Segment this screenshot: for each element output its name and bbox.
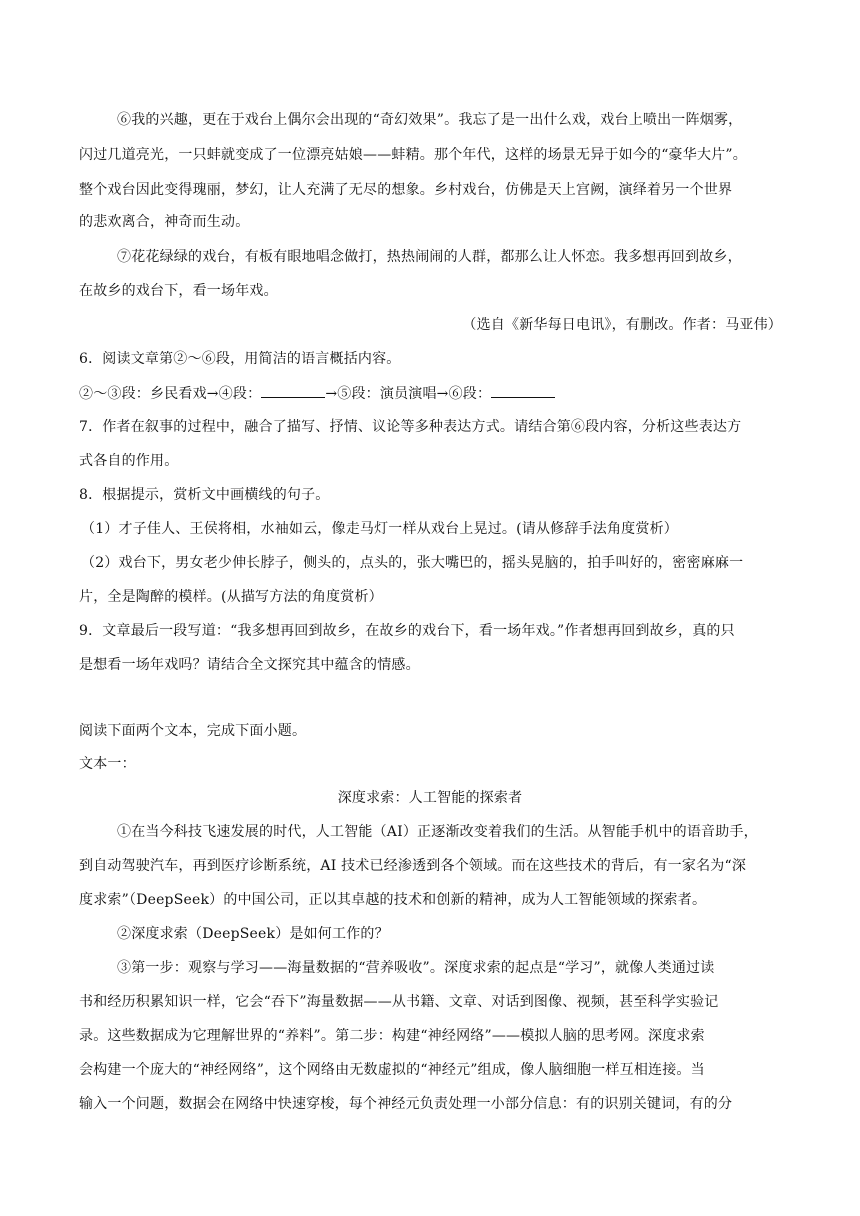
- article-paragraph-3-line: 录。这些数据成为它理解世界的“养料”。第二步：构建“神经网络”——模拟人脑的思考网。深度求索: [79, 1028, 705, 1044]
- article-paragraph-1-line: 度求索”（DeepSeek）的中国公司，正以其卓越的技术和创新的精神，成为人工智能领域的探索者。: [79, 892, 707, 908]
- article-paragraph-1-line: 到自动驾驶汽车，再到医疗诊断系统，AI 技术已经渗透到各个领域。而在这些技术的背后，有一家名为“深: [79, 858, 747, 874]
- question-6-answer-part1: ②～③段：乡民看戏→④段：: [79, 386, 262, 402]
- section-intro: 阅读下面两个文本，完成下面小题。: [79, 723, 307, 739]
- paragraph-6-line: 闪过几道亮光，一只蚌就变成了一位漂亮姑娘——蚌精。那个年代，这样的场景无异于如今的“豪华大片”。: [79, 147, 747, 163]
- question-6-answer-line: [79, 383, 787, 404]
- paragraph-7-line: ⑦花花绿绿的戏台，有板有眼地唱念做打，热热闹闹的人群，都那么让人怀恋。我多想再回到故乡，: [117, 249, 742, 265]
- source-citation: （选自《新华每日电讯》，有删改。作者：马亚伟）: [462, 317, 782, 333]
- question-9-line: 9．文章最后一段写道：“我多想再回到故乡，在故乡的戏台下，看一场年戏。”作者想再回到故乡，真的只: [79, 623, 735, 639]
- article-paragraph-1-line: ①在当今科技飞速发展的时代，人工智能（AI）正逐渐改变着我们的生活。从智能手机中的语音助手，: [117, 824, 758, 840]
- paragraph-6-line: 的悲欢离合，神奇而生动。: [79, 214, 250, 230]
- article-paragraph-3-line: 会构建一个庞大的“神经网络”，这个网络由无数虚拟的“神经元”组成，像人脑细胞一样互相连接。当: [79, 1062, 705, 1078]
- question-7-line: 式各自的作用。: [79, 453, 179, 469]
- question-8-part-1: （1）才子佳人、王侯将相，水袖如云，像走马灯一样从戏台上晃过。(请从修辞手法角度赏析）: [81, 521, 678, 537]
- article-paragraph-3-line: ③第一步：观察与学习——海量数据的“营养吸收”。深度求索的起点是“学习”，就像人类通过读: [117, 960, 715, 976]
- question-9-line: 是想看一场年戏吗？请结合全文探究其中蕴含的情感。: [79, 657, 420, 673]
- question-8-part-2-line: （2）戏台下，男女老少伸长脖子，侧头的，点头的，张大嘴巴的，摇头晃脑的，拍手叫好的，密密麻麻一: [81, 555, 744, 571]
- paragraph-7-line: 在故乡的戏台下，看一场年戏。: [79, 283, 278, 299]
- paragraph-6-line: ⑥我的兴趣，更在于戏台上偶尔会出现的“奇幻效果”。我忘了是一出什么戏，戏台上喷出一阵烟雾，: [117, 112, 743, 128]
- paragraph-6-line: 整个戏台因此变得瑰丽，梦幻，让人充满了无尽的想象。乡村戏台，仿佛是天上宫阙，演绎着另一个世界: [79, 182, 733, 198]
- article-paragraph-3-line: 输入一个问题，数据会在网络中快速穿梭，每个神经元负责处理一小部分信息：有的识别关键词，有的分: [79, 1096, 733, 1112]
- article-paragraph-2: ②深度求索（DeepSeek）是如何工作的？: [117, 926, 389, 942]
- question-6: 6．阅读文章第②～⑥段，用简洁的语言概括内容。: [79, 351, 401, 367]
- answer-blank-1[interactable]: [261, 383, 325, 398]
- question-8: 8．根据提示，赏析文中画横线的句子。: [79, 487, 330, 503]
- question-7-line: 7．作者在叙事的过程中，融合了描写、抒情、议论等多种表达方式。请结合第⑥段内容，分析这些表达方: [79, 419, 742, 435]
- answer-blank-2[interactable]: [491, 383, 555, 398]
- text-one-label: 文本一：: [79, 756, 136, 772]
- question-6-answer-part2: →⑤段：演员演唱→⑥段：: [325, 386, 492, 402]
- question-8-part-2-line: 片，全是陶醉的模样。(从描写方法的角度赏析）: [79, 589, 383, 605]
- article-paragraph-3-line: 书和经历积累知识一样，它会“吞下”海量数据——从书籍、文章、对话到图像、视频，甚至科学实验记: [79, 994, 719, 1010]
- article-title: 深度求索：人工智能的探索者: [337, 790, 523, 806]
